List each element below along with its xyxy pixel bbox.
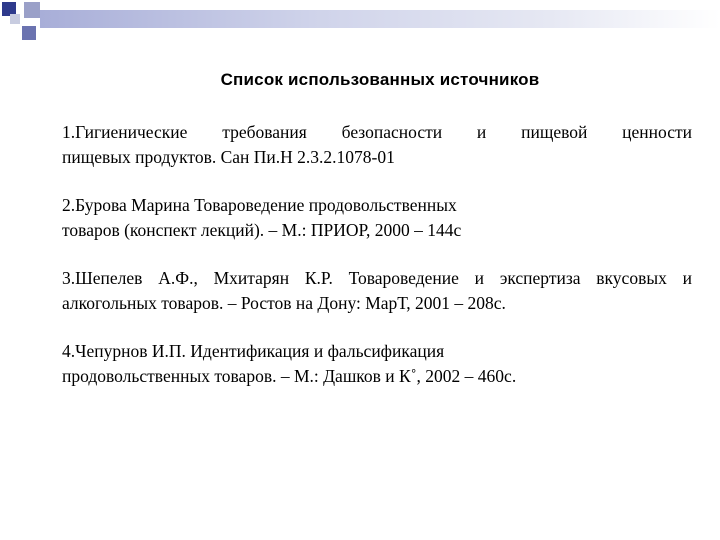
reference-item [62,193,692,243]
reference-line: продовольственных товаров. – М.: Дашков и К˚, 2002 – 460с. [62,366,517,386]
reference-line: 3.Шепелев А.Ф., Мхитарян К.Р. Товароведение и экспертиза вкусовых и [62,268,692,288]
reference-item [62,339,692,389]
reference-line: 4.Чепурнов И.П. Идентификация и фальсификация [62,341,445,361]
decor-square [22,26,36,40]
reference-line: 2.Бурова Марина Товароведение продовольственных [62,195,457,215]
decor-gradient-bar [40,10,720,28]
reference-item [62,120,692,170]
reference-line: 1.Гигиенические требования безопасности и пищевой ценности [62,122,692,142]
reference-item [62,266,692,316]
decor-square [10,14,20,24]
slide-title: Список использованных источников [220,70,540,89]
reference-list [62,120,692,412]
reference-line: пищевых продуктов. Сан Пи.Н 2.3.2.1078-01 [62,147,395,167]
reference-line: алкогольных товаров. – Ростов на Дону: МарТ, 2001 – 208с. [62,293,506,313]
reference-line: товаров (конспект лекций). – М.: ПРИОР, 2000 – 144с [62,220,462,240]
decor-square [24,2,40,18]
slide-header-decoration [0,0,720,50]
